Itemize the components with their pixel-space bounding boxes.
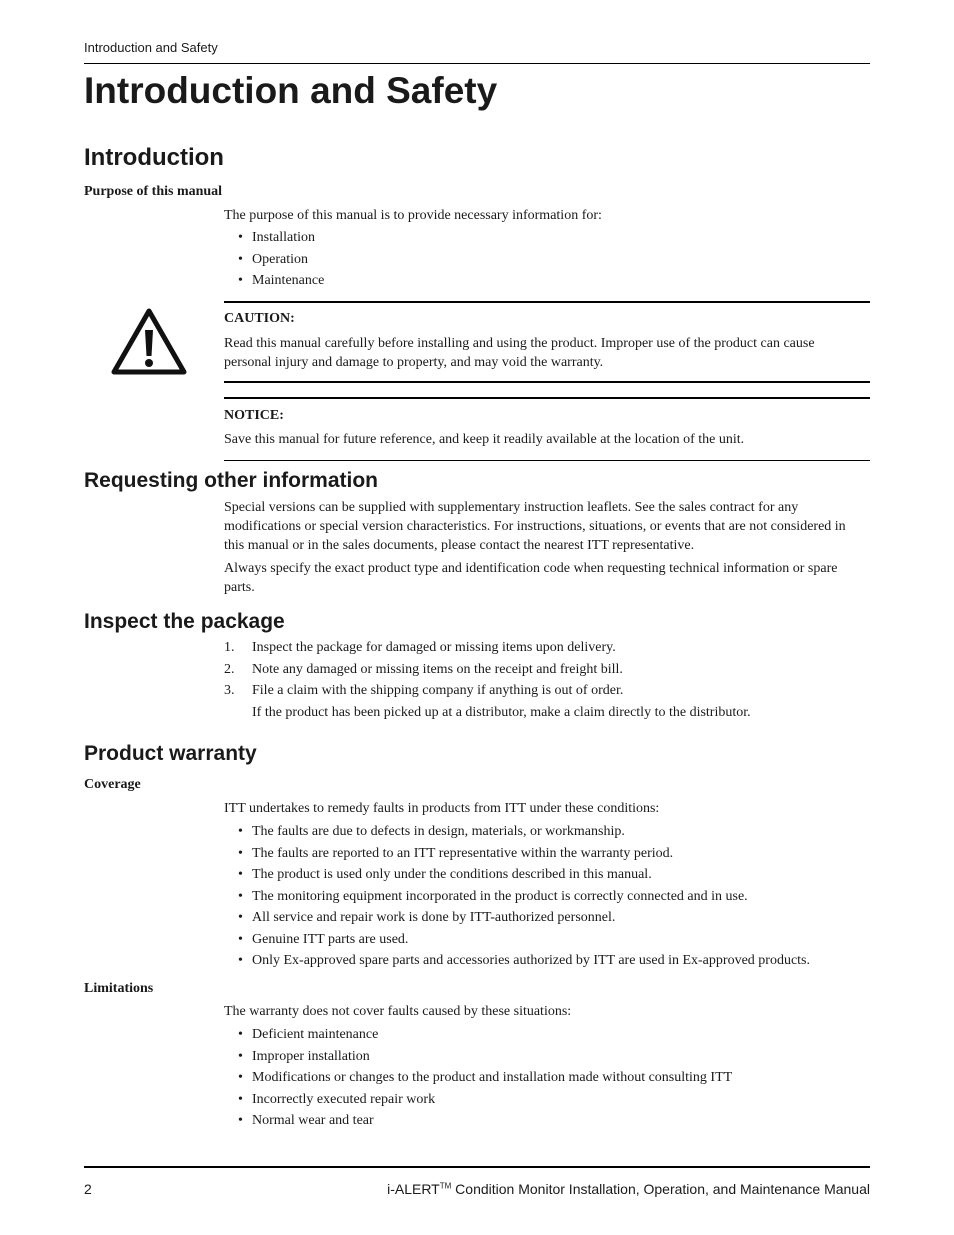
warning-triangle-icon [110, 306, 188, 376]
inspect-steps [224, 637, 623, 702]
limitations-intro: The warranty does not cover faults caused by these situations: [224, 1004, 572, 1019]
footer-manual-title [387, 1181, 870, 1197]
list-item: • The product is used only under the conditions described in this manual. [224, 864, 810, 886]
list-item: • Only Ex-approved spare parts and accessories authorized by ITT are used in Ex-approved products. [224, 950, 810, 972]
list-item [224, 680, 623, 702]
page-number: 2 [84, 1181, 92, 1197]
list-item: • The monitoring equipment incorporated in the product is correctly connected and in use. [224, 886, 810, 908]
footer-rule [84, 1166, 870, 1168]
notice-text: Save this manual for future reference, and keep it readily available at the location of the unit. [224, 432, 745, 447]
subheading-limitations: Limitations [84, 981, 154, 996]
section-heading-inspect: Inspect the package [84, 610, 285, 633]
section-heading-introduction: Introduction [84, 144, 224, 171]
list-item: • Normal wear and tear [224, 1110, 732, 1132]
list-item: • Modifications or changes to the product and installation made without consulting ITT [224, 1067, 732, 1089]
notice-top-rule [224, 397, 870, 399]
step-text: File a claim with the shipping company if anything is out of order. [252, 683, 624, 698]
step-number: 3. [224, 683, 235, 698]
notice-bottom-rule [224, 460, 870, 461]
inspect-note: If the product has been picked up at a distributor, make a claim directly to the distributor. [252, 705, 751, 720]
list-item: • Deficient maintenance [224, 1024, 732, 1046]
step-text: Inspect the package for damaged or missing items upon delivery. [252, 640, 616, 655]
list-item: • Incorrectly executed repair work [224, 1089, 732, 1111]
notice-label: NOTICE: [224, 408, 284, 423]
step-number: 1. [224, 640, 235, 655]
trademark-mark: TM [439, 1181, 452, 1191]
running-header: Introduction and Safety [84, 40, 218, 55]
requesting-paragraph-1: Special versions can be supplied with supplementary instruction leaflets. See the sales contract for any modifications or special version characteristics. For instructions, situations, or events that are not considered in this manual or in the sales documents, please contact the nearest ITT representative. [224, 500, 846, 553]
list-item [224, 659, 623, 681]
requesting-paragraph-2: Always specify the exact product type and identification code when requesting technical information or spare parts. [224, 561, 838, 595]
manual-title: Condition Monitor Installation, Operation, and Maintenance Manual [451, 1181, 870, 1197]
header-rule [84, 63, 870, 64]
subheading-coverage: Coverage [84, 777, 141, 792]
caution-label: CAUTION: [224, 311, 295, 326]
subheading-purpose: Purpose of this manual [84, 184, 223, 199]
list-item: • Installation [224, 227, 324, 249]
caution-bottom-rule [224, 381, 870, 383]
list-item: • Improper installation [224, 1046, 732, 1068]
purpose-text: The purpose of this manual is to provide necessary information for: [224, 208, 602, 223]
product-name: i-ALERT [387, 1181, 440, 1197]
list-item: • The faults are due to defects in design, materials, or workmanship. [224, 821, 810, 843]
list-item: • All service and repair work is done by ITT-authorized personnel. [224, 907, 810, 929]
step-number: 2. [224, 661, 235, 677]
list-item: • Genuine ITT parts are used. [224, 929, 810, 951]
section-heading-requesting: Requesting other information [84, 469, 378, 492]
coverage-intro: ITT undertakes to remedy faults in products from ITT under these conditions: [224, 801, 660, 816]
section-heading-warranty: Product warranty [84, 742, 257, 765]
caution-top-rule [224, 301, 870, 303]
list-item: • Operation [224, 249, 324, 271]
list-item [224, 637, 623, 659]
purpose-list [224, 227, 324, 292]
caution-text: Read this manual carefully before installing and using the product. Improper use of the product can cause personal injury and damage to property, and may void the warranty. [224, 336, 815, 370]
page-title: Introduction and Safety [84, 70, 498, 111]
list-item: • The faults are reported to an ITT representative within the warranty period. [224, 843, 810, 865]
list-item: • Maintenance [224, 270, 324, 292]
limitations-list [224, 1024, 732, 1132]
coverage-list [224, 821, 810, 972]
step-text: Note any damaged or missing items on the receipt and freight bill. [252, 661, 623, 677]
